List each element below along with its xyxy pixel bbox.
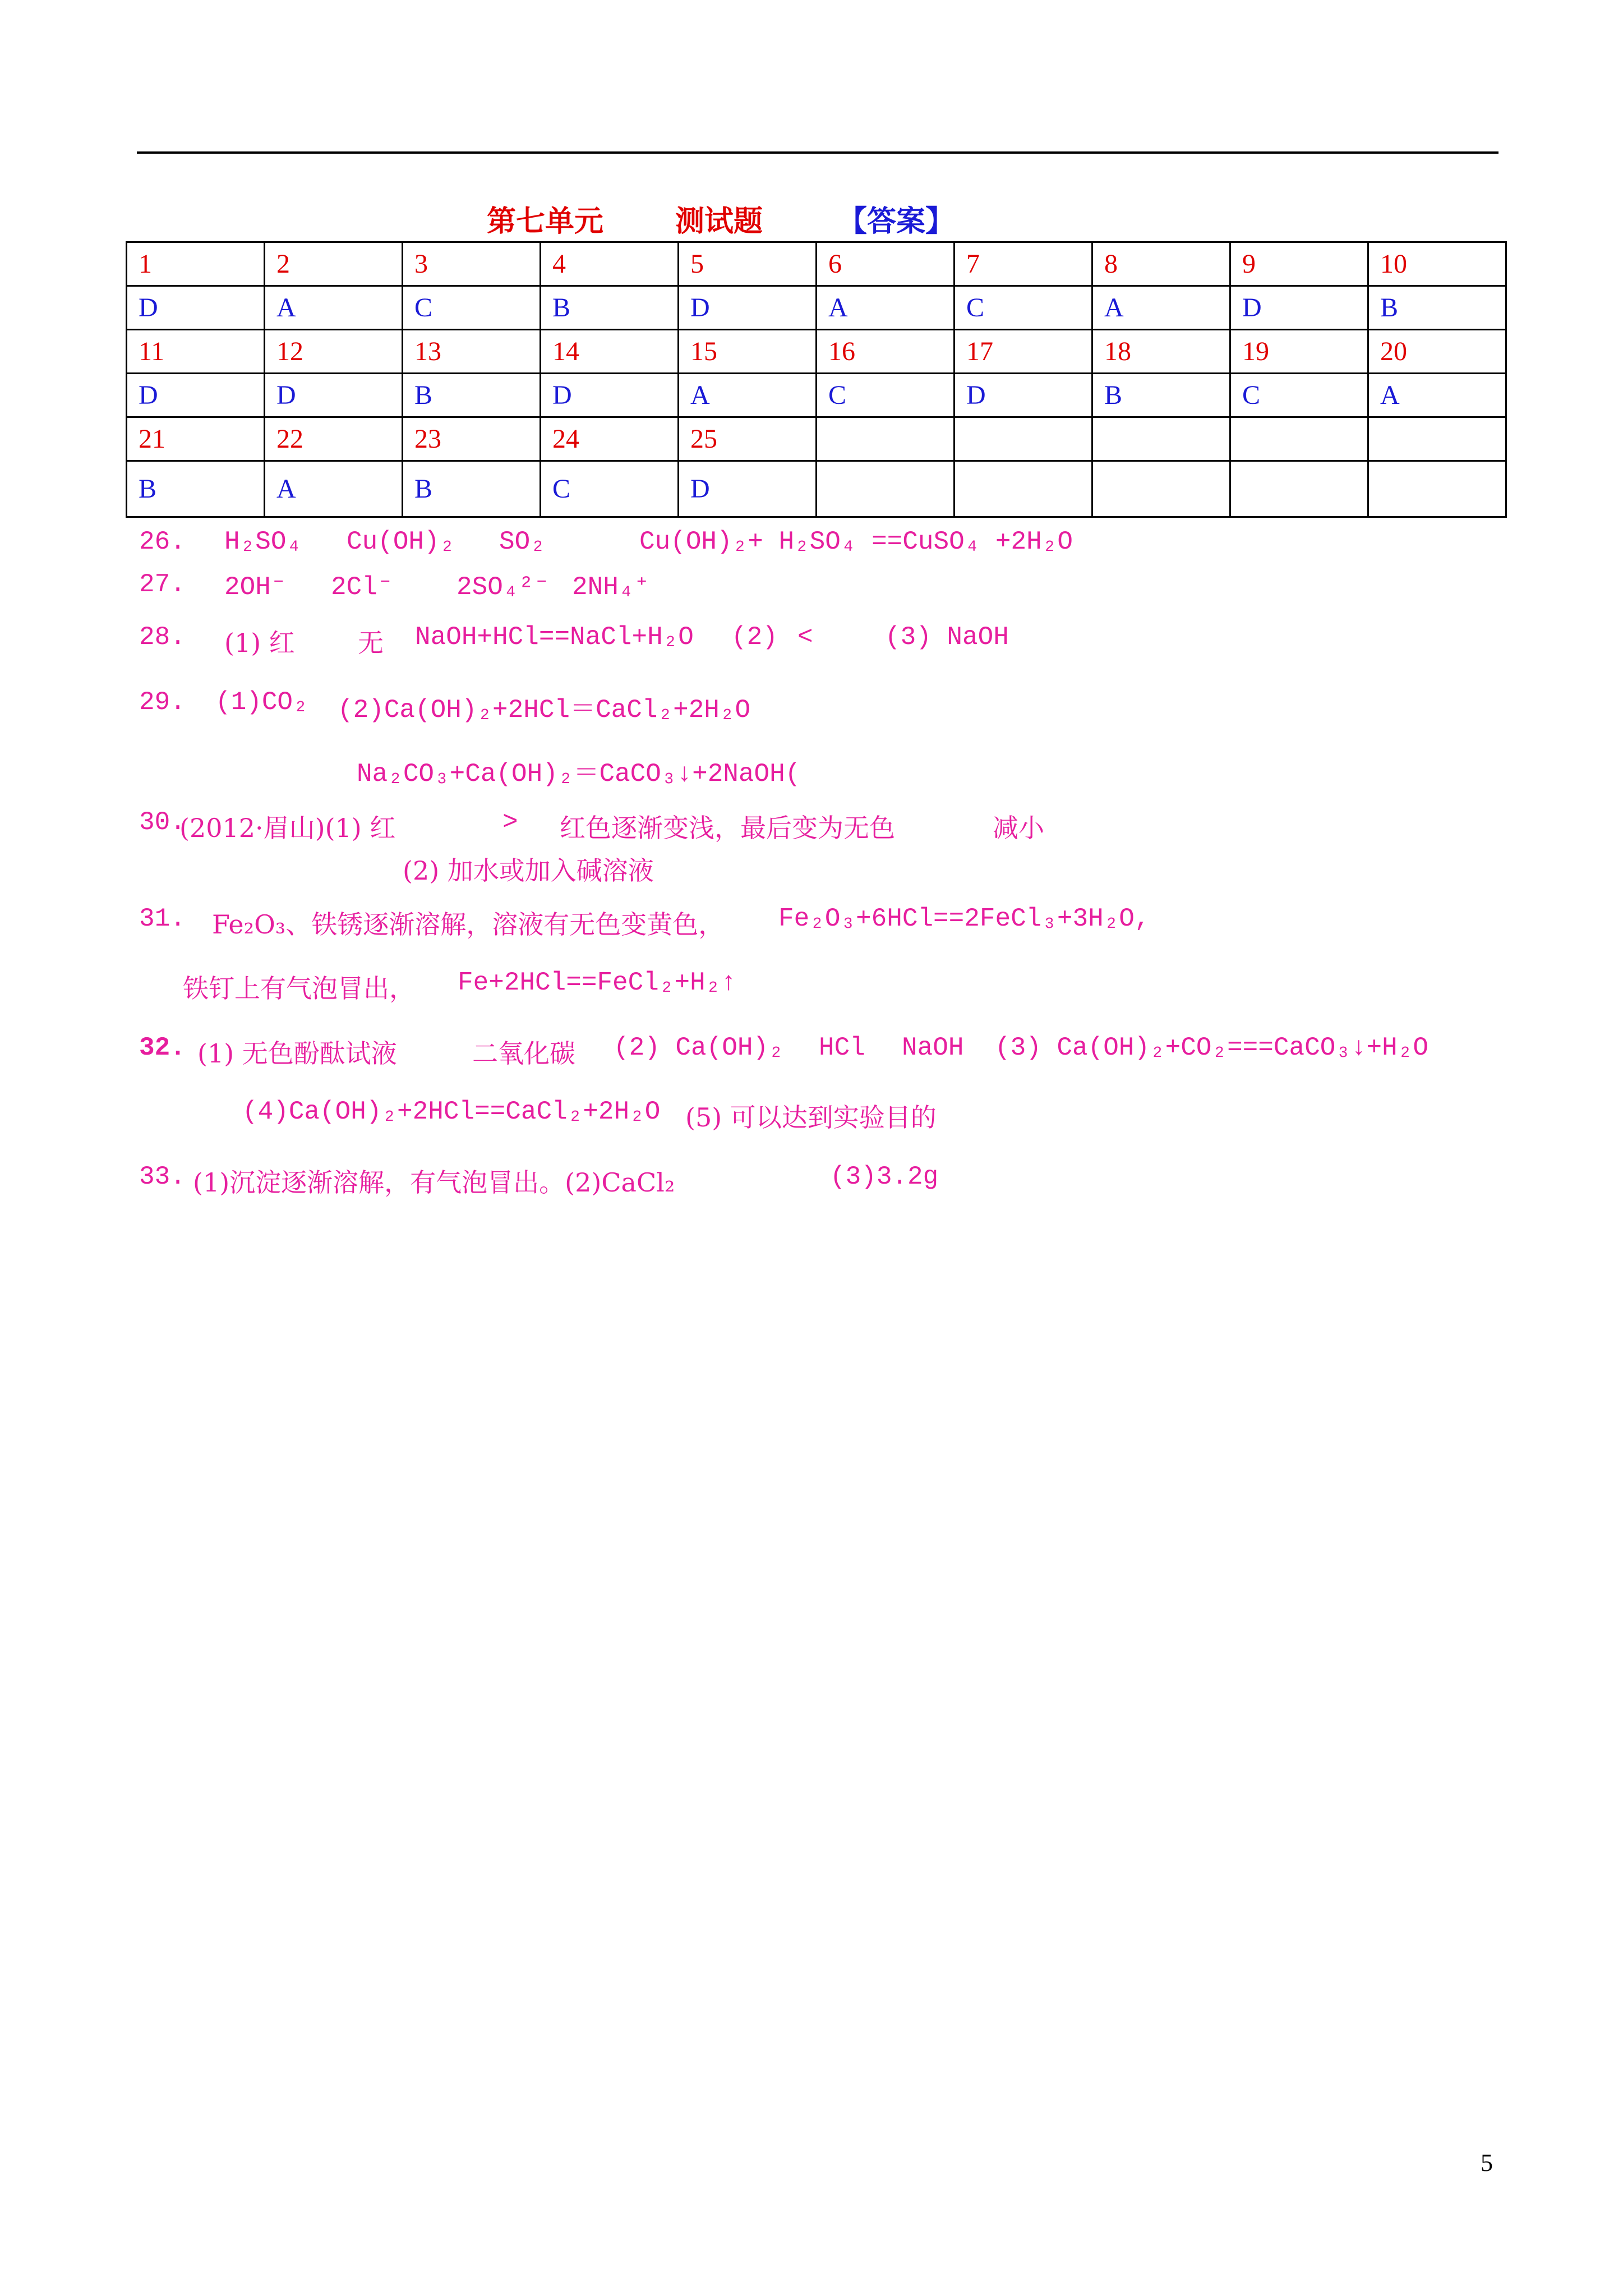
q29-number: 29. — [139, 688, 186, 717]
answer-letter-cell: D — [955, 374, 1092, 417]
title-answer: 【答案】 — [838, 204, 955, 238]
answer-letter-cell: D — [265, 374, 403, 417]
q29-c: Na₂CO₃+Ca(OH)₂＝CaCO₃↓+2NaOH( — [357, 760, 801, 789]
table-row — [127, 461, 1506, 517]
question-number-cell — [1230, 417, 1368, 461]
answer-line-33 — [139, 1162, 939, 1198]
q32-e: NaOH — [902, 1033, 964, 1062]
question-number-cell: 7 — [955, 242, 1092, 286]
q31-number: 31. — [139, 904, 186, 933]
table-row — [127, 330, 1506, 374]
q31-c: 铁钉上有气泡冒出， — [183, 973, 415, 1004]
q28-a: (1) 红 — [224, 628, 295, 658]
answer-letter-cell: A — [1092, 286, 1230, 330]
question-number-cell: 22 — [265, 417, 403, 461]
q30-b: > — [502, 808, 518, 837]
question-number-cell: 1 — [127, 242, 265, 286]
q33-a: (1)沉淀逐渐溶解，有气泡冒出。(2)CaCl₂ — [193, 1167, 675, 1198]
answer-letter-cell: A — [679, 374, 817, 417]
question-number-cell: 17 — [955, 330, 1092, 374]
question-number-cell: 11 — [127, 330, 265, 374]
q32-a: (1) 无色酚酞试液 — [197, 1038, 397, 1069]
answer-line-29b — [357, 752, 800, 789]
question-number-cell: 23 — [403, 417, 541, 461]
question-number-cell: 21 — [127, 417, 265, 461]
question-number-cell: 6 — [817, 242, 955, 286]
answer-letter-cell: B — [127, 461, 265, 517]
answer-letter-cell: D — [127, 374, 265, 417]
answer-line-30b — [403, 850, 654, 887]
question-number-cell: 2 — [265, 242, 403, 286]
answer-line-27 — [139, 570, 650, 602]
question-number-cell — [1368, 417, 1506, 461]
q30-number: 30. — [139, 808, 186, 837]
question-number-cell: 20 — [1368, 330, 1506, 374]
q31-a: Fe₂O₃、铁锈逐渐溶解，溶液有无色变黄色， — [212, 909, 725, 940]
answer-line-32 — [139, 1033, 1428, 1069]
q28-c: NaOH+HCl==NaCl+H₂O — [415, 623, 694, 652]
answer-letter-cell: D — [679, 286, 817, 330]
answer-line-29 — [139, 688, 751, 725]
q32-number: 32. — [139, 1033, 186, 1062]
q27-number: 27. — [139, 570, 186, 599]
answer-letter-cell: A — [817, 286, 955, 330]
answer-line-32b — [242, 1097, 937, 1133]
table-row — [127, 374, 1506, 417]
q26-number: 26. — [139, 527, 186, 556]
title-unit: 第七单元 — [487, 204, 604, 238]
q26-a: H₂SO₄ — [224, 527, 302, 556]
answer-table — [126, 241, 1507, 518]
question-number-cell: 5 — [679, 242, 817, 286]
question-number-cell: 16 — [817, 330, 955, 374]
q30-a: (2012·眉山)(1) 红 — [179, 813, 396, 843]
q30-e: (2) 加水或加入碱溶液 — [403, 855, 654, 886]
q32-b: 二氧化碳 — [472, 1038, 575, 1069]
question-number-cell: 12 — [265, 330, 403, 374]
answer-line-30 — [139, 808, 1044, 843]
question-number-cell: 25 — [679, 417, 817, 461]
answer-letter-cell — [1368, 461, 1506, 517]
question-number-cell: 24 — [541, 417, 679, 461]
q31-b: Fe₂O₃+6HCl==2FeCl₃+3H₂O, — [778, 904, 1150, 933]
question-number-cell: 10 — [1368, 242, 1506, 286]
answer-letter-cell: A — [1368, 374, 1506, 417]
question-number-cell: 4 — [541, 242, 679, 286]
answer-letter-cell: B — [403, 374, 541, 417]
question-number-cell — [817, 417, 955, 461]
answer-letter-cell — [955, 461, 1092, 517]
q28-d: (2) — [731, 623, 778, 652]
q26-d: Cu(OH)₂+ H₂SO₄ ==CuSO₄ +2H₂O — [639, 527, 1073, 556]
answer-letter-cell — [1230, 461, 1368, 517]
answer-letter-cell: B — [1368, 286, 1506, 330]
question-number-cell — [955, 417, 1092, 461]
answer-letter-cell: A — [265, 286, 403, 330]
q30-d: 减小 — [993, 813, 1044, 843]
question-number-cell: 8 — [1092, 242, 1230, 286]
answer-letter-cell: B — [1092, 374, 1230, 417]
q27-a: 2OH⁻ — [224, 573, 287, 602]
question-number-cell: 13 — [403, 330, 541, 374]
question-number-cell: 3 — [403, 242, 541, 286]
q28-f: (3) NaOH — [885, 623, 1009, 652]
answer-line-28 — [139, 623, 1009, 658]
answer-letter-cell: C — [1230, 374, 1368, 417]
answer-letter-cell: C — [955, 286, 1092, 330]
q31-d: Fe+2HCl==FeCl₂+H₂↑ — [458, 968, 736, 997]
answer-letter-cell: C — [541, 461, 679, 517]
answer-letter-cell — [817, 461, 955, 517]
answer-letter-cell: A — [265, 461, 403, 517]
question-number-cell: 15 — [679, 330, 817, 374]
q33-b: (3)3.2g — [830, 1162, 939, 1191]
q30-c: 红色逐渐变浅，最后变为无色 — [560, 813, 895, 843]
question-number-cell: 18 — [1092, 330, 1230, 374]
q27-c: 2SO₄²⁻ — [457, 573, 550, 602]
answer-line-31 — [139, 904, 1150, 940]
answer-letter-cell: D — [1230, 286, 1368, 330]
table-row — [127, 417, 1506, 461]
q28-number: 28. — [139, 623, 186, 652]
question-number-cell: 9 — [1230, 242, 1368, 286]
q29-b: (2)Ca(OH)₂+2HCl＝CaCl₂+2H₂O — [338, 696, 751, 725]
q29-a: (1)CO₂ — [215, 688, 308, 717]
question-number-cell: 14 — [541, 330, 679, 374]
question-number-cell: 19 — [1230, 330, 1368, 374]
answer-letter-cell: B — [403, 461, 541, 517]
answer-letter-cell: D — [679, 461, 817, 517]
q32-g: (4)Ca(OH)₂+2HCl==CaCl₂+2H₂O — [242, 1097, 661, 1126]
q32-d: HCl — [819, 1033, 865, 1062]
q33-number: 33. — [139, 1162, 186, 1191]
answer-letter-cell: C — [403, 286, 541, 330]
answer-letter-cell: D — [541, 374, 679, 417]
title-test: 测试题 — [675, 204, 763, 238]
answer-letter-cell: D — [127, 286, 265, 330]
q27-b: 2Cl⁻ — [331, 573, 393, 602]
answer-letter-cell: C — [817, 374, 955, 417]
q26-b: Cu(OH)₂ — [347, 527, 455, 556]
answer-letter-cell: B — [541, 286, 679, 330]
question-number-cell — [1092, 417, 1230, 461]
table-row — [127, 286, 1506, 330]
q32-c: (2) Ca(OH)₂ — [614, 1033, 784, 1062]
page-number: 5 — [1481, 2149, 1493, 2177]
answer-line-26 — [139, 527, 1073, 556]
q32-h: (5) 可以达到实验目的 — [685, 1102, 937, 1133]
q27-d: 2NH₄⁺ — [572, 573, 650, 602]
q28-e: < — [797, 623, 813, 652]
answer-letter-cell — [1092, 461, 1230, 517]
q32-f: (3) Ca(OH)₂+CO₂===CaCO₃↓+H₂O — [995, 1033, 1428, 1062]
table-row — [127, 242, 1506, 286]
header-rule — [137, 151, 1498, 154]
q28-b: 无 — [358, 628, 384, 658]
q26-c: SO₂ — [499, 527, 546, 556]
answer-line-31b — [183, 968, 736, 1005]
